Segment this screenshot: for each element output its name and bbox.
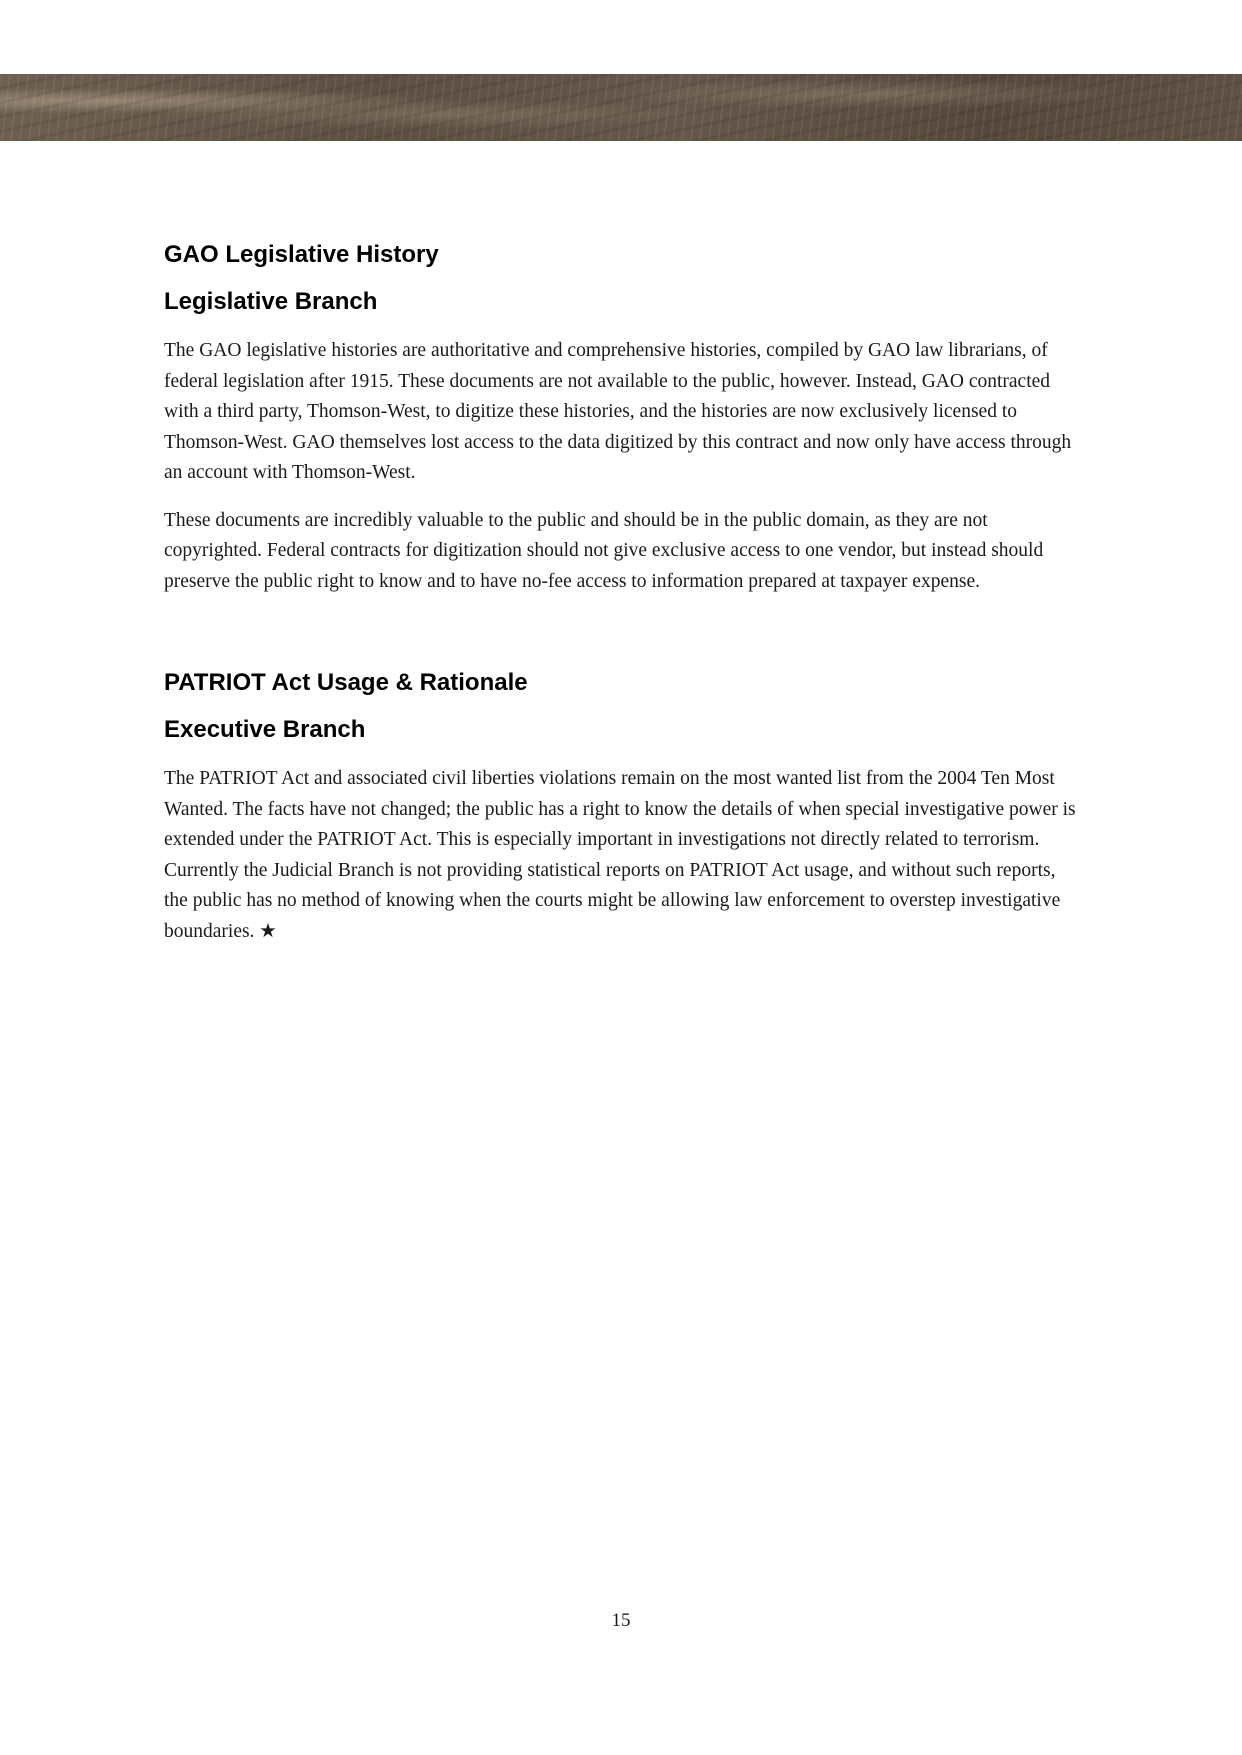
section-subtitle: Executive Branch: [164, 716, 366, 743]
page-number: 15: [611, 1610, 631, 1631]
section-title: PATRIOT Act Usage & Rationale: [164, 669, 528, 696]
section-title: GAO Legislative History: [164, 241, 439, 268]
body-paragraph: The PATRIOT Act and associated civil liberties violations remain on the most wanted list from the 2004 Ten Most Wanted. The facts have not changed; the public has a right to know the details of when special investigative power is extended under the PATRIOT Act. This is especially important in investigations not directly related to terrorism. Currently the Judicial Branch is not providing statistical reports on PATRIOT Act usage, and without such reports, the public has no method of knowing when the courts might be allowing law enforcement to overstep investigative boundaries. ★: [164, 768, 1076, 942]
body-paragraph: The GAO legislative histories are authoritative and comprehensive histories, compiled by GAO law librarians, of federal legislation after 1915. These documents are not available to the public, however. Instead, GAO contracted with a third party, Thomson-West, to digitize these histories, and the histories are now exclusively licensed to Thomson-West. GAO themselves lost access to the data digitized by this contract and now only have access through an account with Thomson-West.: [164, 340, 1072, 483]
header-banner: [0, 74, 1242, 141]
body-paragraph: These documents are incredibly valuable to the public and should be in the public domain, as they are not copyrighted. Federal contracts for digitization should not give exclusive access to one vendor, but instead should preserve the public right to know and to have no-fee access to information prepared at taxpayer expense.: [164, 509, 1044, 592]
section-subtitle: Legislative Branch: [164, 288, 378, 315]
section-spacer: [164, 614, 1084, 668]
page-content: [164, 240, 1084, 964]
